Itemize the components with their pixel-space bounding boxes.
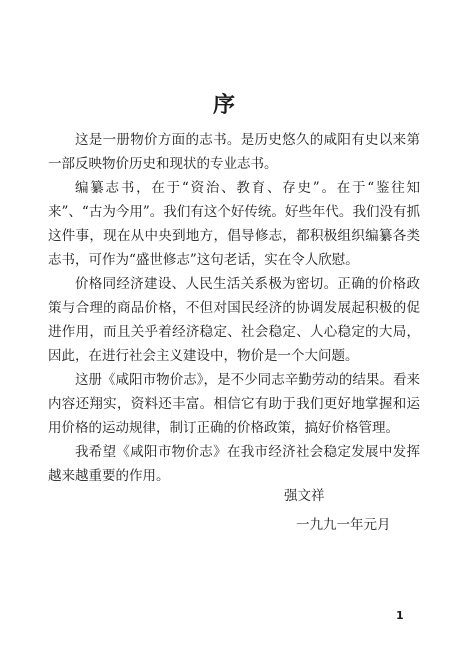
page-number: 1 <box>396 609 404 622</box>
paragraph-4: 这册《咸阳市物价志》，是不少同志辛勤劳动的结果。看来内容还翔实，资料还丰富。相信它有助于我们更好地掌握和运用价格的运动规律，制订正确的价格政策，搞好价格管理。 <box>48 372 420 436</box>
paragraph-2: 编纂志书，在于“资治、教育、存史”。在于“鉴往知来”、“古为今用”。我们有这个好传统。好些年代。我们没有抓这件事，现在从中央到地方，倡导修志，都积极组织编纂各类志书，可作为“盛世修志”这句老话，实在令人欣慰。 <box>48 180 420 268</box>
signature-date: 一九九一年元月 <box>296 517 391 533</box>
paragraph-3: 价格同经济建设、人民生活关系极为密切。正确的价格政策与合理的商品价格，不但对国民经济的协调发展起积极的促进作用，而且关乎着经济稳定、社会稳定、人心稳定的大局，因此，在进行社会主义建设中，物价是一个大问题。 <box>48 276 420 364</box>
author-signature: 强文祥 <box>284 488 325 504</box>
paragraph-1: 这是一册物价方面的志书。是历史悠久的咸阳有史以来第一部反映物价历史和现状的专业志书。 <box>48 132 420 172</box>
preface-body <box>48 128 420 488</box>
page-title: 序 <box>212 92 237 118</box>
paragraph-5: 我希望《咸阳市物价志》在我市经济社会稳定发展中发挥越来越重要的作用。 <box>48 444 420 484</box>
